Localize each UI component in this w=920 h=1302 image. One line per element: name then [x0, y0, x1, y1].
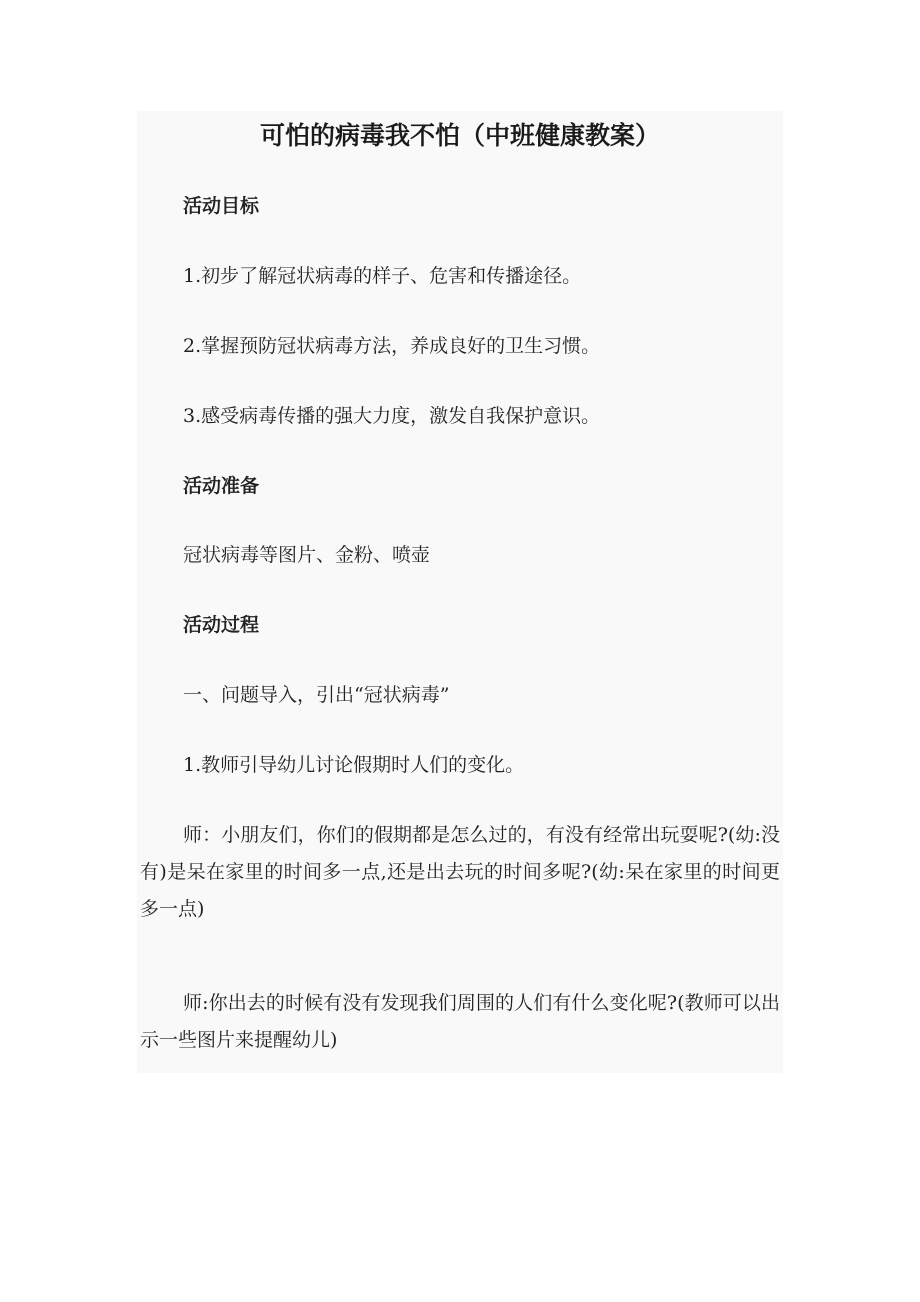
dialogue-paragraph-2: 师:你出去的时候有没有发现我们周围的人们有什么变化呢?(教师可以出示一些图片来提醒幼儿) [140, 992, 780, 1051]
goal-item-1: 1.初步了解冠状病毒的样子、危害和传播途径。 [183, 265, 582, 287]
goal-item-2: 2.掌握预防冠状病毒方法，养成良好的卫生习惯。 [183, 335, 601, 357]
prep-materials-text: 冠状病毒等图片、金粉、喷壶 [183, 544, 431, 566]
dialogue-paragraph-1: 师：小朋友们，你们的假期都是怎么过的，有没有经常出玩耍呢?(幼:没有)是呆在家里的时间多一点,还是出去玩的时间多呢?(幼:呆在家里的时间更多一点) [140, 824, 780, 920]
heading-activity-goals: 活动目标 [183, 195, 260, 217]
heading-activity-process: 活动过程 [183, 614, 260, 636]
goal-item-3: 3.感受病毒传播的强大力度，激发自我保护意识。 [183, 405, 601, 427]
document-title: 可怕的病毒我不怕（中班健康教案） [259, 121, 660, 150]
process-substep-1: 1.教师引导幼儿讨论假期时人们的变化。 [183, 754, 525, 776]
heading-activity-prep: 活动准备 [183, 475, 260, 497]
process-step-1: 一、问题导入，引出“冠状病毒” [183, 684, 450, 706]
document-page [137, 111, 783, 1073]
